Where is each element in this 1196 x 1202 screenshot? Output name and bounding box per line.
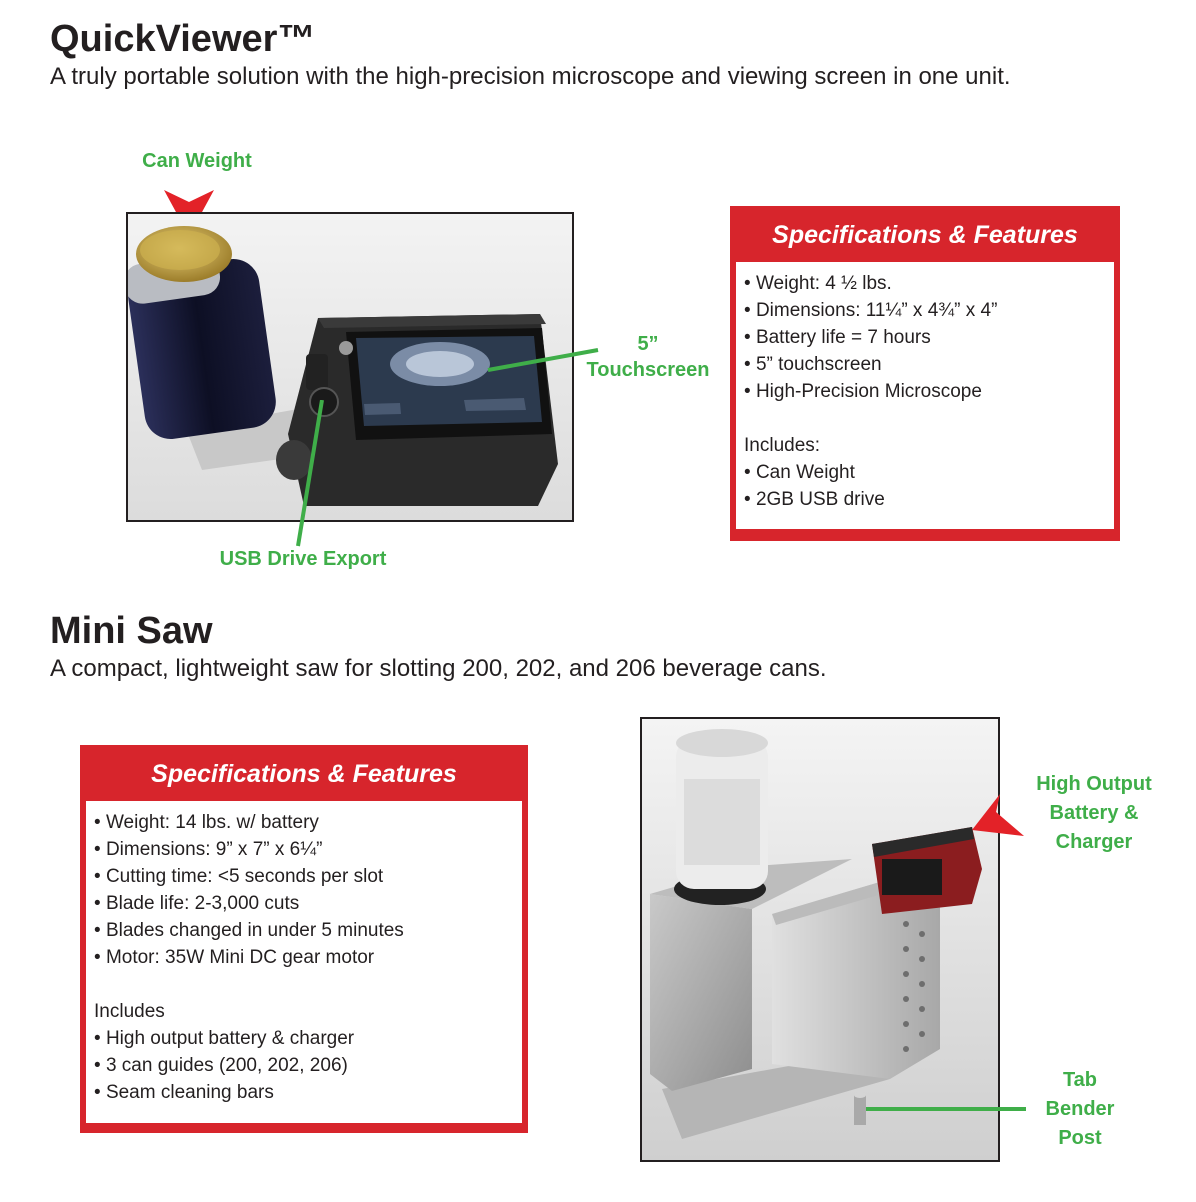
spec-item: • Motor: 35W Mini DC gear motor (94, 944, 516, 971)
includes-item: • 3 can guides (200, 202, 206) (94, 1052, 516, 1079)
touchscreen-callout-line (480, 340, 600, 380)
minisaw-title: Mini Saw (50, 610, 213, 652)
battery-arrow-icon (970, 792, 1026, 838)
spec-item: • Blade life: 2-3,000 cuts (94, 890, 516, 917)
touchscreen-callout-line1: 5” (637, 333, 659, 355)
spec-item: • Dimensions: 11¼” x 4¾” x 4” (744, 297, 1108, 324)
includes-item: • High output battery & charger (94, 1025, 516, 1052)
minisaw-photo (640, 717, 1000, 1162)
spec-item: • High-Precision Microscope (744, 378, 1108, 405)
tab-callout-line2: Bender (1045, 1098, 1115, 1120)
tab-bender-callout (1030, 1066, 1130, 1153)
tab-callout-line3: Post (1058, 1127, 1102, 1149)
minisaw-specs-box (80, 745, 528, 1133)
quickviewer-subtitle: A truly portable solution with the high-precision microscope and viewing screen in one unit. (50, 63, 1011, 90)
quickviewer-specs-list (736, 262, 1114, 529)
battery-callout-line2: Battery & (1049, 802, 1139, 824)
usb-drive-callout: USB Drive Export (219, 548, 387, 570)
minisaw-specs-list (86, 801, 522, 1123)
spec-item: • Battery life = 7 hours (744, 324, 1108, 351)
spec-item: • Weight: 4 ½ lbs. (744, 270, 1108, 297)
tab-callout-line (866, 1104, 1026, 1114)
spec-item: • Weight: 14 lbs. w/ battery (94, 809, 516, 836)
usb-callout-line (292, 400, 332, 548)
includes-item: • Can Weight (744, 459, 1108, 486)
battery-callout-line3: Charger (1055, 831, 1133, 853)
spec-item: • Blades changed in under 5 minutes (94, 917, 516, 944)
includes-item: • 2GB USB drive (744, 486, 1108, 513)
battery-callout (1022, 770, 1166, 857)
minisaw-specs-title: Specifications & Features (151, 760, 457, 788)
minisaw-subtitle: A compact, lightweight saw for slotting 200, 202, and 206 beverage cans. (50, 655, 827, 682)
quickviewer-specs-box (730, 206, 1120, 541)
includes-label: Includes: (744, 435, 821, 456)
battery-callout-line1: High Output (1036, 773, 1152, 795)
includes-label: Includes (94, 1001, 165, 1022)
touchscreen-callout-line2: Touchscreen (586, 359, 710, 381)
can-weight-callout: Can Weight (142, 150, 252, 172)
quickviewer-specs-title: Specifications & Features (772, 221, 1078, 249)
touchscreen-callout (583, 331, 713, 383)
tab-callout-line1: Tab (1062, 1069, 1098, 1091)
spec-item: • Cutting time: <5 seconds per slot (94, 863, 516, 890)
spec-item: • 5” touchscreen (744, 351, 1108, 378)
quickviewer-title: QuickViewer™ (50, 18, 316, 60)
includes-item: • Seam cleaning bars (94, 1079, 516, 1106)
spec-item: • Dimensions: 9” x 7” x 6¼” (94, 836, 516, 863)
